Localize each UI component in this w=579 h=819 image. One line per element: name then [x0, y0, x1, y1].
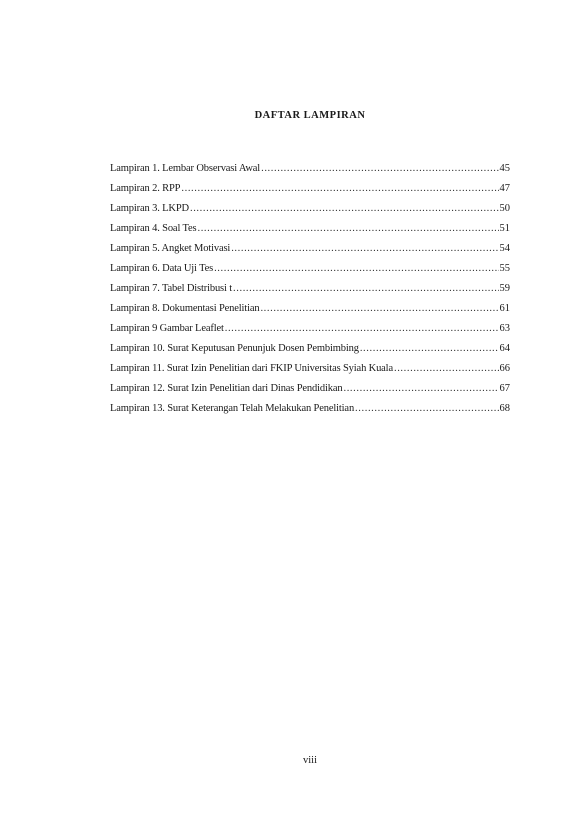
- list-item-page: 50: [499, 203, 510, 214]
- dot-leader: [231, 239, 498, 259]
- list-item-label: Lampiran 8. Dokumentasi Penelitian: [110, 303, 260, 314]
- list-item-page: 45: [499, 163, 510, 174]
- list-item-page: 68: [499, 403, 510, 414]
- list-item-label: Lampiran 3. LKPD: [110, 203, 189, 214]
- dot-leader: [394, 359, 499, 379]
- dot-leader: [181, 179, 498, 199]
- page-title: DAFTAR LAMPIRAN: [254, 110, 366, 121]
- list-item[interactable]: [110, 259, 510, 279]
- list-item-page: 64: [499, 343, 510, 354]
- list-item-page: 66: [499, 363, 510, 374]
- list-item[interactable]: [110, 199, 510, 219]
- list-item-label: Lampiran 11. Surat Izin Penelitian dari FKIP Universitas Syiah Kuala: [110, 363, 393, 374]
- dot-leader: [355, 399, 498, 419]
- list-item-label: Lampiran 6. Data Uji Tes: [110, 263, 214, 274]
- list-item-page: 61: [499, 303, 510, 314]
- list-item[interactable]: [110, 379, 510, 399]
- list-item-label: Lampiran 4. Soal Tes: [110, 223, 197, 234]
- list-item-page: 63: [499, 323, 510, 334]
- list-item[interactable]: [110, 339, 510, 359]
- list-item-page: 51: [499, 223, 510, 234]
- dot-leader: [190, 199, 499, 219]
- list-item-label: Lampiran 2. RPP: [110, 183, 181, 194]
- list-item[interactable]: [110, 399, 510, 419]
- list-item[interactable]: [110, 219, 510, 239]
- list-item-label: Lampiran 1. Lembar Observasi Awal: [110, 163, 261, 174]
- list-item-page: 54: [499, 243, 510, 254]
- list-item-page: 67: [499, 383, 510, 394]
- list-item-label: Lampiran 12. Surat Izin Penelitian dari Dinas Pendidikan: [110, 383, 343, 394]
- dot-leader: [360, 339, 499, 359]
- dot-leader: [261, 159, 498, 179]
- list-item[interactable]: [110, 279, 510, 299]
- dot-leader: [197, 219, 498, 239]
- list-item[interactable]: [110, 299, 510, 319]
- dot-leader: [225, 319, 499, 339]
- list-item[interactable]: [110, 319, 510, 339]
- dot-leader: [214, 259, 498, 279]
- dot-leader: [343, 379, 498, 399]
- list-item[interactable]: [110, 179, 510, 199]
- list-item[interactable]: [110, 159, 510, 179]
- list-item[interactable]: [110, 359, 510, 379]
- list-item-page: 47: [499, 183, 510, 194]
- appendix-list: [110, 159, 510, 419]
- page-number: viii: [302, 755, 317, 766]
- dot-leader: [260, 299, 498, 319]
- list-item[interactable]: [110, 239, 510, 259]
- list-item-page: 59: [499, 283, 510, 294]
- list-item-label: Lampiran 9 Gambar Leaflet: [110, 323, 224, 334]
- dot-leader: [233, 279, 498, 299]
- list-item-label: Lampiran 5. Angket Motivasi: [110, 243, 231, 254]
- list-item-page: 55: [499, 263, 510, 274]
- list-item-label: Lampiran 7. Tabel Distribusi t: [110, 283, 233, 294]
- list-item-label: Lampiran 10. Surat Keputusan Penunjuk Dosen Pembimbing: [110, 343, 359, 354]
- list-item-label: Lampiran 13. Surat Keterangan Telah Melakukan Penelitian: [110, 403, 355, 414]
